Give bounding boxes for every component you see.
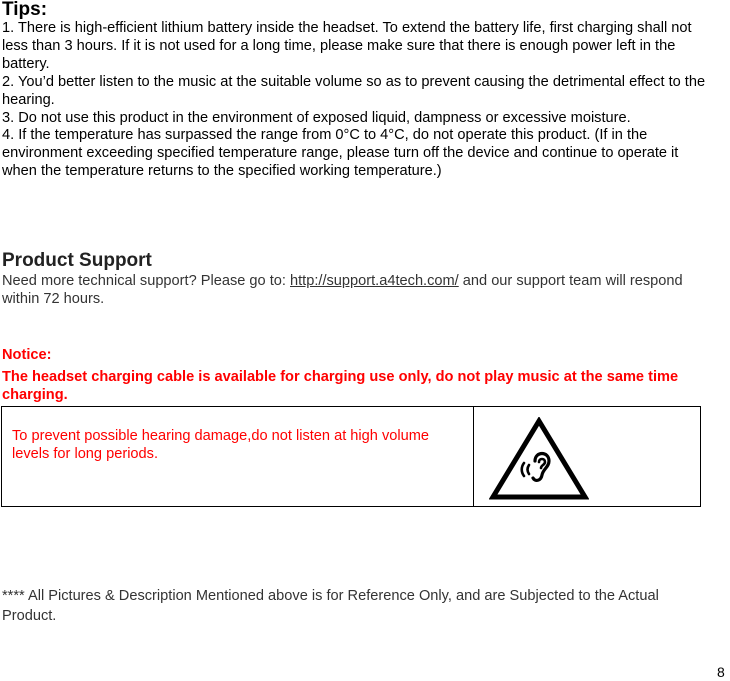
hearing-warning-table [1, 406, 701, 507]
support-link[interactable]: http://support.a4tech.com/ [290, 273, 459, 289]
product-support-heading: Product Support [2, 250, 152, 271]
tips-list [2, 20, 717, 181]
hearing-warning-text: To prevent possible hearing damage,do not listen at high volume levels for long periods. [12, 428, 429, 462]
tips-heading: Tips: [2, 0, 48, 20]
notice-text: The headset charging cable is available for charging use only, do not play music at the same time charging. [2, 369, 679, 403]
product-support-text [2, 272, 702, 308]
table-divider [473, 407, 474, 506]
tip-item-1: 1. There is high-efficient lithium battery inside the headset. To extend the battery life, first charging shall not less than 3 hours. If it is not used for a long time, please make sure that there is enough power left in the battery. [2, 20, 692, 72]
tip-item-4: 4. If the temperature has surpassed the range from 0°C to 4°C, do not operate this product. (If in the environment exceeding specified temperature range, please turn off the device and continue to operate it when the temperature returns to the specified working temperature.) [2, 127, 679, 180]
support-text-before: Need more technical support? Please go to: [2, 273, 290, 289]
notice-label: Notice: [2, 347, 52, 363]
tip-item-2: 2. You’d better listen to the music at the suitable volume so as to prevent causing the detrimental effect to the hearing. [2, 73, 706, 108]
disclaimer-text: **** All Pictures & Description Mentioned above is for Reference Only, and are Subjected to the Actual Product. [2, 588, 659, 624]
support-text-after: and our support team will respond within 72 hours. [2, 273, 683, 307]
hearing-damage-warning-icon [489, 417, 589, 501]
page-number: 8 [717, 664, 725, 680]
tip-item-3: 3. Do not use this product in the environment of exposed liquid, dampness or excessive moisture. [2, 109, 631, 126]
